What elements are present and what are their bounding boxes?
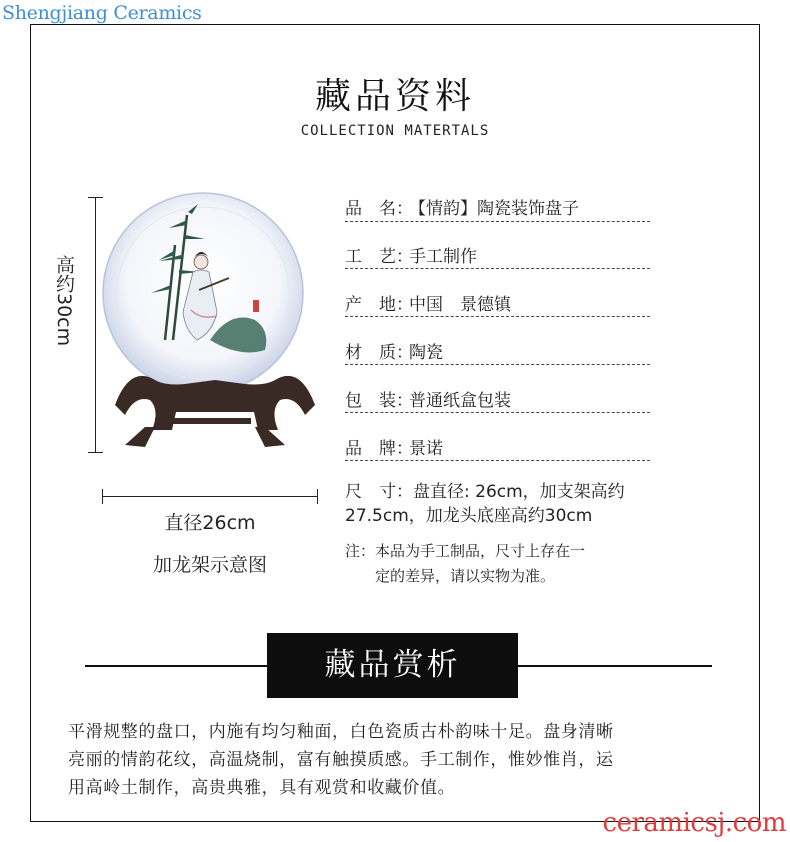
spec-row-size	[345, 480, 665, 528]
spec-label: 产 地：	[345, 295, 413, 315]
spec-divider	[345, 221, 650, 222]
width-dimension-cap-right	[317, 489, 318, 504]
figure-caption: 加龙架示意图	[152, 554, 267, 576]
spec-value: 中国 景德镇	[409, 295, 511, 315]
note-line-2: 定的差异，请以实物为准。	[345, 567, 556, 585]
spec-row-brand	[345, 434, 443, 459]
description-line-1: 平滑规整的盘口，内施有均匀釉面，白色瓷质古朴韵味十足。盘身清晰	[68, 722, 614, 742]
width-dimension-cap-left	[102, 489, 103, 504]
height-label: 高约30cm	[53, 255, 75, 347]
plate-image	[95, 190, 325, 460]
spec-row-craft	[345, 242, 477, 267]
spec-row-origin	[345, 290, 511, 315]
page-title: 藏品资料	[314, 76, 475, 117]
note-text	[345, 539, 645, 589]
spec-divider	[345, 364, 650, 365]
spec-value: 景诺	[409, 439, 443, 459]
size-line-1: 盘直径: 26cm，加支架高约	[413, 482, 625, 502]
spec-label: 工 艺：	[345, 247, 413, 267]
size-line-2: 27.5cm，加龙头底座高约30cm	[345, 506, 593, 526]
spec-value: 普通纸盒包装	[409, 391, 511, 411]
spec-value: 陶瓷	[409, 343, 443, 363]
spec-row-name	[345, 194, 579, 219]
description-line-3: 用高岭土制作，高贵典雅，具有观赏和收藏价值。	[68, 778, 456, 798]
spec-label: 品 名：	[345, 199, 413, 219]
spec-label: 材 质：	[345, 343, 413, 363]
spec-divider	[345, 460, 650, 461]
width-label: 直径26cm	[164, 512, 256, 534]
page-subtitle: COLLECTION MATERTALS	[300, 123, 490, 139]
spec-label: 品 牌：	[345, 439, 413, 459]
spec-divider	[345, 316, 650, 317]
spec-row-packaging	[345, 386, 511, 411]
width-dimension-line	[102, 496, 318, 497]
watermark-top: Shengjiang Ceramics	[2, 2, 202, 24]
section-title: 藏品赏析	[324, 647, 461, 683]
spec-label: 尺 寸：	[345, 482, 413, 502]
spec-value: 手工制作	[409, 247, 477, 267]
spec-row-material	[345, 338, 443, 363]
description	[68, 718, 733, 802]
spec-value: 【情韵】陶瓷装饰盘子	[409, 199, 579, 219]
watermark-bottom: ceramicsj.com	[602, 808, 786, 838]
note-line-1: 注：本品为手工制品，尺寸上存在一	[345, 542, 586, 560]
spec-divider	[345, 412, 650, 413]
description-line-2: 亮丽的情韵花纹，高温烧制，富有触摸质感。手工制作，惟妙惟肖，运	[68, 750, 614, 770]
spec-divider	[345, 268, 650, 269]
spec-label: 包 装：	[345, 391, 413, 411]
